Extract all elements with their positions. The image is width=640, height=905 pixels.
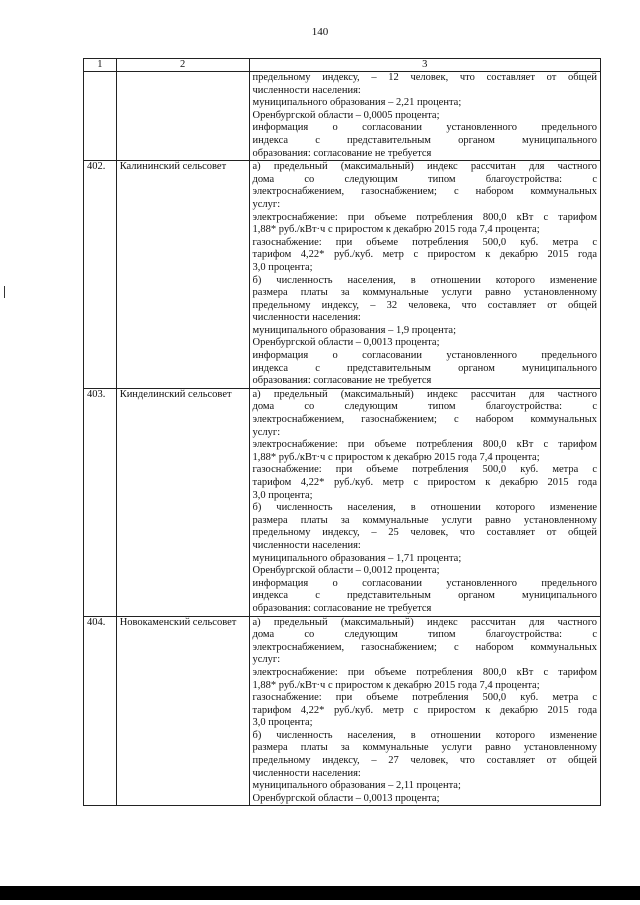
description-line: предельному индексу, – 25 человек, что составляет от общей	[252, 527, 597, 539]
description-line: индекса с представительным органом муниципального	[252, 590, 597, 602]
description-line: индекса с представительным органом муниципального	[252, 362, 597, 374]
description-line: а) предельный (максимальный) индекс рассчитан для частного	[252, 388, 597, 400]
description-line: дома со следующим типом благоустройства: с	[252, 173, 597, 185]
index-description	[249, 388, 601, 616]
row-number: 403.	[84, 388, 117, 616]
description-line: информация о согласовании установленного предельного	[252, 122, 597, 134]
description-line: численности населения:	[252, 539, 361, 551]
description-line: 1,88* руб./кВт·ч с приростом к декабрю 2015 года 7,4 процента;	[252, 679, 540, 691]
description-line: б) численность населения, в отношении которого изменение	[252, 502, 597, 514]
settlement-name: Калининский сельсовет	[116, 161, 249, 389]
settlement-name: Новокаменский сельсовет	[116, 616, 249, 806]
index-description	[249, 161, 601, 389]
description-line: газоснабжение: при объеме потребления 500,0 куб. метра с	[252, 236, 597, 248]
page-number: 140	[311, 26, 329, 38]
table-header-row	[84, 59, 601, 72]
description-line: а) предельный (максимальный) индекс рассчитан для частного	[252, 616, 597, 628]
description-line: электроснабжением, газоснабжением; с набором коммунальных	[252, 186, 597, 198]
description-line: информация о согласовании установленного предельного	[252, 577, 597, 589]
column-header: 3	[249, 59, 601, 72]
description-line: дома со следующим типом благоустройства: с	[252, 629, 597, 641]
description-line: б) численность населения, в отношении которого изменение	[252, 274, 597, 286]
margin-mark	[4, 286, 5, 298]
description-line: предельному индексу, – 32 человека, что составляет от общей	[252, 299, 597, 311]
description-line: муниципального образования – 1,71 процента;	[252, 552, 462, 564]
description-line: б) численность населения, в отношении которого изменение	[252, 729, 597, 741]
table-row	[84, 161, 601, 389]
description-line: электроснабжение: при объеме потребления 800,0 кВт с тарифом	[252, 439, 597, 451]
description-line: а) предельный (максимальный) индекс рассчитан для частного	[252, 161, 597, 173]
description-line: размера платы за коммунальные услуги равно установленному	[252, 287, 597, 299]
description-line: 3,0 процента;	[252, 261, 313, 273]
index-description	[249, 616, 601, 806]
description-line: предельному индексу, – 27 человек, что составляет от общей	[252, 755, 597, 767]
description-line: размера платы за коммунальные услуги равно установленному	[252, 514, 597, 526]
indices-table	[83, 58, 601, 806]
description-line: Оренбургской области – 0,0005 процента;	[252, 109, 440, 121]
description-line: газоснабжение: при объеме потребления 500,0 куб. метра с	[252, 692, 597, 704]
row-number: 404.	[84, 616, 117, 806]
table-row	[84, 616, 601, 806]
description-line: тарифом 4,22* руб./куб. метр с приростом к декабрю 2015 года	[252, 477, 597, 488]
description-line: тарифом 4,22* руб./куб. метр с приростом к декабрю 2015 года	[252, 704, 597, 716]
description-line: дома со следующим типом благоустройства: с	[252, 401, 597, 413]
description-line: образования: согласование не требуется	[252, 602, 432, 614]
description-line: тарифом 4,22* руб./куб. метр с приростом к декабрю 2015 года	[252, 249, 597, 261]
description-line: индекса с представительным органом муниципального	[252, 134, 597, 146]
description-line: 3,0 процента;	[252, 717, 313, 729]
row-number	[84, 72, 117, 161]
description-line: услуг:	[252, 198, 281, 210]
description-line: Оренбургской области – 0,0013 процента;	[252, 792, 440, 804]
description-line: электроснабжение: при объеме потребления 800,0 кВт с тарифом	[252, 211, 597, 223]
description-line: 1,88* руб./кВт·ч с приростом к декабрю 2015 года 7,4 процента;	[252, 451, 540, 463]
description-line: информация о согласовании установленного предельного	[252, 350, 597, 362]
description-line: Оренбургской области – 0,0012 процента;	[252, 565, 440, 577]
description-line: услуг:	[252, 654, 281, 666]
description-line: газоснабжение: при объеме потребления 500,0 куб. метра с	[252, 464, 597, 476]
description-line: численности населения:	[252, 84, 361, 96]
description-line: электроснабжением, газоснабжением; с набором коммунальных	[252, 414, 597, 426]
description-line: муниципального образования – 1,9 процента;	[252, 324, 457, 336]
column-header: 1	[84, 59, 117, 72]
description-line: размера платы за коммунальные услуги равно установленному	[252, 742, 597, 754]
description-line: образования: согласование не требуется	[252, 375, 432, 387]
scan-bottom-bar	[0, 886, 640, 900]
description-line: электроснабжением, газоснабжением; с набором коммунальных	[252, 641, 597, 653]
description-line: муниципального образования – 2,21 процента;	[252, 97, 462, 109]
description-line: численности населения:	[252, 767, 361, 779]
table-row	[84, 388, 601, 616]
description-line: муниципального образования – 2,11 процента;	[252, 780, 461, 792]
column-header: 2	[116, 59, 249, 72]
description-line: Оренбургской области – 0,0013 процента;	[252, 337, 440, 349]
row-number: 402.	[84, 161, 117, 389]
description-line: численности населения:	[252, 312, 361, 324]
description-line: 3,0 процента;	[252, 489, 313, 501]
index-description	[249, 72, 601, 161]
description-line: предельному индексу, – 12 человек, что составляет от общей	[252, 72, 597, 83]
table-body	[84, 72, 601, 806]
description-line: услуг:	[252, 426, 281, 438]
settlement-name	[116, 72, 249, 161]
description-line: электроснабжение: при объеме потребления 800,0 кВт с тарифом	[252, 666, 597, 678]
description-line: образования: согласование не требуется	[252, 147, 432, 159]
table-row	[84, 72, 601, 161]
settlement-name: Кинделинский сельсовет	[116, 388, 249, 616]
description-line: 1,88* руб./кВт·ч с приростом к декабрю 2015 года 7,4 процента;	[252, 224, 540, 236]
